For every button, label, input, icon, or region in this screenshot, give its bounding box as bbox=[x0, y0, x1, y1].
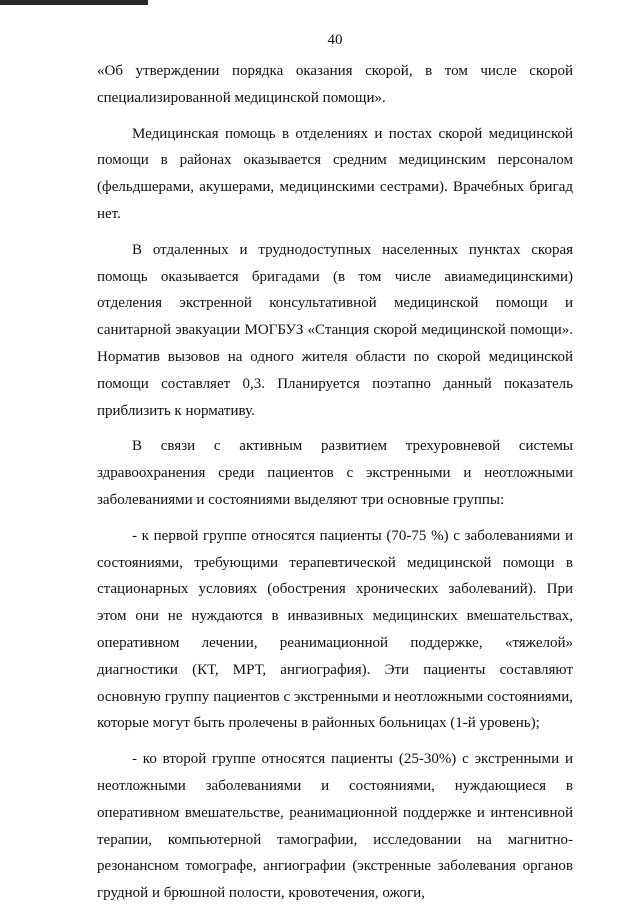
paragraph-remote-areas: В отдаленных и труднодоступных населенных пунктах скорая помощь оказывается бригадами (в том числе авиамедицинскими) отделения экстренной консультативной медицинской помощи и санитарной эвакуации МОГБУЗ «Станция скорой медицинской помощи». Норматив вызовов на одного жителя области по скорой медицинской помощи составляет 0,3. Планируется поэтапно данный показатель приблизить к нормативу. bbox=[97, 241, 573, 419]
paragraph-district-care: Медицинская помощь в отделениях и постах скорой медицинской помощи в районах оказывается средним медицинским персоналом (фельдшерами, акушерами, медицинскими сестрами). Врачебных бригад нет. bbox=[97, 125, 573, 222]
paragraph-second-group: - ко второй группе относятся пациенты (25-30%) с экстренными и неотложными заболеваниями и состояниями, нуждающиеся в оперативном вмешательстве, реанимационной поддержке и интенсивной терапии, компьютерной тамографии, исследовании на магнитно-резонансном томографе, ангиографии (экстренные заболевания органов грудной и брюшной полости, кровотечения, ожоги, bbox=[97, 751, 573, 902]
page-number: 40 bbox=[327, 32, 343, 48]
top-edge-mark bbox=[0, 0, 148, 5]
paragraph-three-groups: В связи с активным развитием трехуровневой системы здравоохранения среди пациентов с экстренными и неотложными заболеваниями и состояниями выделяют три основные группы: bbox=[97, 438, 573, 508]
body-text bbox=[97, 58, 573, 916]
paragraph-order-title: «Об утверждении порядка оказания скорой, в том числе скорой специализированной медицинской помощи». bbox=[97, 63, 573, 106]
paragraph-first-group: - к первой группе относятся пациенты (70-75 %) с заболеваниями и состояниями, требующими терапевтической медицинской помощи в стационарных условиях (обострения хронических заболеваний). При этом они не нуждаются в инвазивных медицинских вмешательствах, оперативном лечении, реанимационной поддержке, «тяжелой» диагностики (КТ, МРТ, ангиография). Эти пациенты составляют основную группу пациентов с экстренными и неотложными состояниями, которые могут быть пролечены в районных больницах (1-й уровень); bbox=[97, 527, 573, 732]
